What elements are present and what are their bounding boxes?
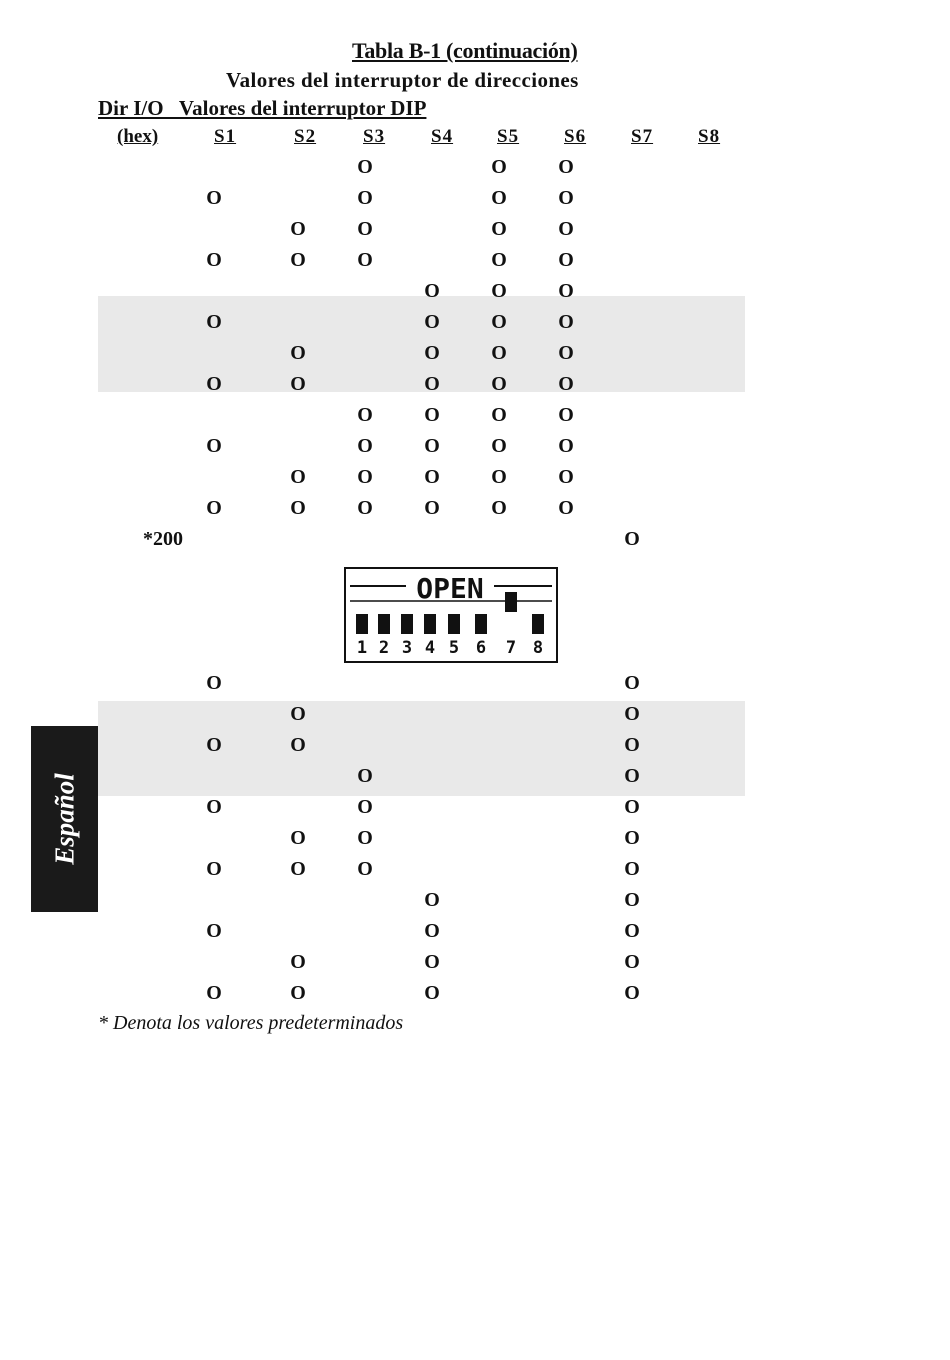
bottom-row-11-s2-mark: O [290,982,306,1004]
top-row-6-s1-mark: O [206,311,222,333]
bottom-row-9-s1-mark: O [206,920,222,942]
top-row-3-s6-mark: O [558,218,574,240]
top-row-8-s1-mark: O [206,373,222,395]
dip-switch-1 [356,614,368,634]
shaded-band-top [98,296,745,395]
top-row-11-s6-mark: O [558,466,574,488]
top-row-10-s4-mark: O [424,435,440,457]
bottom-row-10-s4-mark: O [424,951,440,973]
top-row-8-s4-mark: O [424,373,440,395]
bottom-row-11-s1-mark: O [206,982,222,1004]
top-row-11-s2-mark: O [290,466,306,488]
shaded-band-bottom [98,701,745,796]
top-row-9-s4-mark: O [424,404,440,426]
dip-switch-diagram [344,567,558,663]
dip-number-6: 6 [475,638,487,658]
bottom-row-11-s7-mark: O [624,982,640,1004]
dip-numbers [357,638,543,658]
bottom-row-10-s7-mark: O [624,951,640,973]
bottom-row-6-s7-mark: O [624,827,640,849]
bottom-row-10-s2-mark: O [290,951,306,973]
bottom-row-7-s1-mark: O [206,858,222,880]
top-row-10-s1-mark: O [206,435,222,457]
column-header-s7: S7 [631,126,654,147]
dip-switch-4 [424,614,436,634]
top-row-12-s6-mark: O [558,497,574,519]
bottom-row-5-s3-mark: O [357,796,373,818]
language-side-tab [31,726,98,912]
bottom-row-1-s7-mark: O [624,672,640,694]
bottom-row-4-s7-mark: O [624,765,640,787]
dip-switch-2 [378,614,390,634]
bottom-row-11-s4-mark: O [424,982,440,1004]
top-row-9-s5-mark: O [491,404,507,426]
bottom-row-6-s3-mark: O [357,827,373,849]
top-row-11-s3-mark: O [357,466,373,488]
dip-number-3: 3 [401,638,413,658]
bottom-row-7-s7-mark: O [624,858,640,880]
bottom-row-3-s7-mark: O [624,734,640,756]
top-row-4-s3-mark: O [357,249,373,271]
column-header-s3: S3 [363,126,386,147]
bottom-row-5-s1-mark: O [206,796,222,818]
bottom-row-2-s2-mark: O [290,703,306,725]
top-row-4-s6-mark: O [558,249,574,271]
bottom-row-9-s4-mark: O [424,920,440,942]
dip-number-2: 2 [378,638,390,658]
top-row-10-s5-mark: O [491,435,507,457]
top-row-12-s1-mark: O [206,497,222,519]
top-row-6-s4-mark: O [424,311,440,333]
side-tab-label: Español [49,773,79,865]
top-row-11-s4-mark: O [424,466,440,488]
dip-number-7: 7 [505,638,517,658]
dip-number-5: 5 [448,638,460,658]
top-row-7-s5-mark: O [491,342,507,364]
bottom-row-7-s3-mark: O [357,858,373,880]
bottom-row-5-s7-mark: O [624,796,640,818]
dip-switch-7 [505,592,517,612]
top-row-3-s2-mark: O [290,218,306,240]
footnote: * Denota los valores predeterminados [98,1012,404,1034]
dip-number-8: 8 [532,638,544,658]
bottom-row-1-s1-mark: O [206,672,222,694]
top-row-2-s1-mark: O [206,187,222,209]
table-subtitle: Valores del interruptor de direcciones [226,68,579,92]
top-row-5-s4-mark: O [424,280,440,302]
top-row-4-s5-mark: O [491,249,507,271]
bottom-row-3-s2-mark: O [290,734,306,756]
dip-switch-3 [401,614,413,634]
bottom-row-2-s7-mark: O [624,703,640,725]
dip-switch-5 [448,614,460,634]
top-row-12-s5-mark: O [491,497,507,519]
top-row-7-s4-mark: O [424,342,440,364]
dip-switch-6 [475,614,487,634]
dip-switch-8 [532,614,544,634]
top-row-10-s6-mark: O [558,435,574,457]
top-row-8-s5-mark: O [491,373,507,395]
bottom-row-4-s3-mark: O [357,765,373,787]
top-row-1-s6-mark: O [558,156,574,178]
top-row-1-s3-mark: O [357,156,373,178]
dir-io-header: Dir I/O Valores del interruptor DIP [98,96,427,120]
top-row-8-s6-mark: O [558,373,574,395]
top-row-3-s3-mark: O [357,218,373,240]
dip-switch-svg [346,569,556,661]
dip-open-label: OPEN [416,572,484,605]
top-row-8-s2-mark: O [290,373,306,395]
hex-address-label: *200 [143,528,183,550]
column-header-s5: S5 [497,126,520,147]
bottom-row-8-s4-mark: O [424,889,440,911]
bottom-row-6-s2-mark: O [290,827,306,849]
top-row-12-s3-mark: O [357,497,373,519]
bottom-row-9-s7-mark: O [624,920,640,942]
top-row-7-s2-mark: O [290,342,306,364]
top-row-5-s6-mark: O [558,280,574,302]
column-header-s2: S2 [294,126,317,147]
top-row-6-s5-mark: O [491,311,507,333]
top-row-9-s6-mark: O [558,404,574,426]
table-title: Tabla B-1 (continuación) [352,38,578,63]
column-header-s8: S8 [698,126,721,147]
top-row-10-s3-mark: O [357,435,373,457]
column-header-s4: S4 [431,126,454,147]
column-header-s6: S6 [564,126,587,147]
top-row-2-s5-mark: O [491,187,507,209]
bottom-row-8-s7-mark: O [624,889,640,911]
dip-number-4: 4 [424,638,436,658]
top-row-2-s3-mark: O [357,187,373,209]
top-row-13-s7-mark: O [624,528,640,550]
top-row-4-s2-mark: O [290,249,306,271]
bottom-row-7-s2-mark: O [290,858,306,880]
top-row-12-s4-mark: O [424,497,440,519]
top-row-2-s6-mark: O [558,187,574,209]
top-row-9-s3-mark: O [357,404,373,426]
top-row-1-s5-mark: O [491,156,507,178]
top-row-12-s2-mark: O [290,497,306,519]
column-header-s1: S1 [214,126,237,147]
top-row-11-s5-mark: O [491,466,507,488]
dip-number-1: 1 [356,638,368,658]
top-row-7-s6-mark: O [558,342,574,364]
top-row-5-s5-mark: O [491,280,507,302]
top-row-3-s5-mark: O [491,218,507,240]
bottom-row-3-s1-mark: O [206,734,222,756]
top-row-6-s6-mark: O [558,311,574,333]
hex-column-header: (hex) [117,126,159,147]
top-row-4-s1-mark: O [206,249,222,271]
